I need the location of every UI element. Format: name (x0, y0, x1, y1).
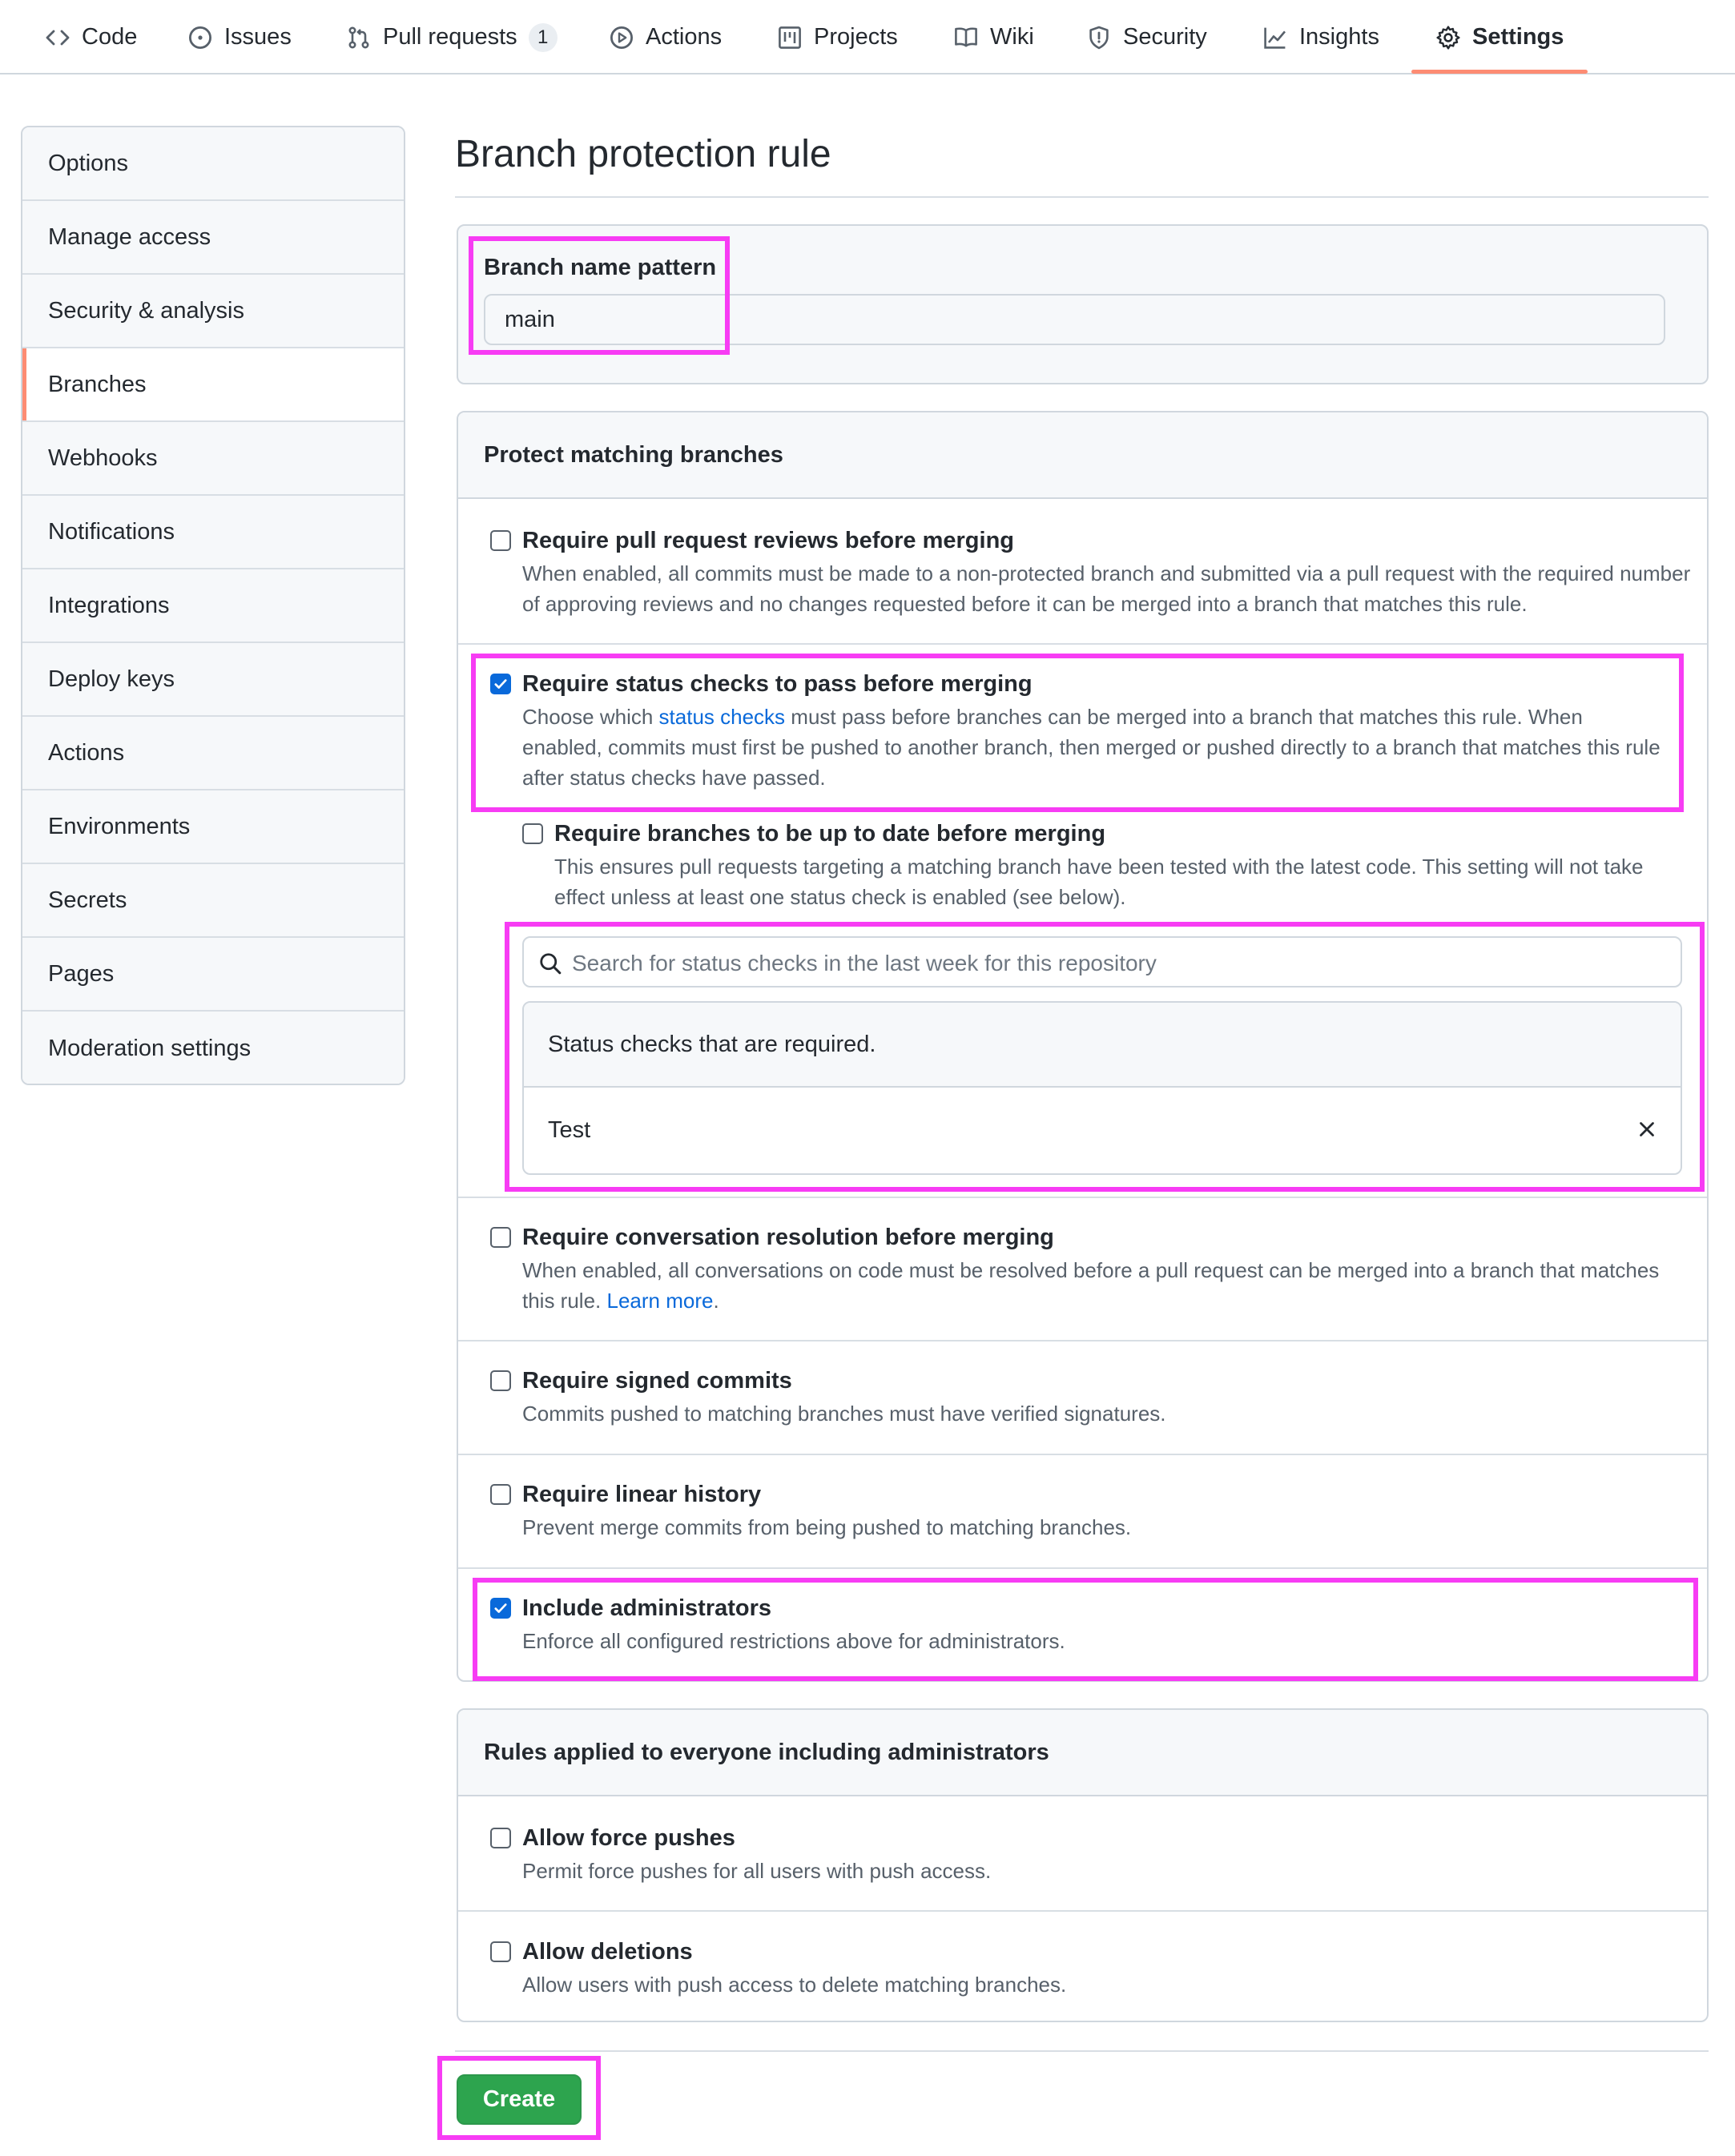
sidebar-item-notifications[interactable] (22, 496, 404, 569)
option-title: Include administrators (522, 1595, 772, 1621)
pull-request-icon (346, 25, 372, 50)
option-description: Enforce all configured restrictions above for administrators. (522, 1629, 1065, 1653)
sidebar-item-label: Moderation settings (48, 1035, 252, 1061)
graph-icon (1262, 25, 1288, 50)
tab-label: Issues (224, 24, 292, 50)
shield-icon (1086, 25, 1112, 50)
branch-pattern-box (457, 224, 1709, 384)
tab-wiki[interactable] (953, 0, 1034, 74)
sidebar-item-label: Notifications (48, 518, 175, 545)
sidebar-item-actions[interactable] (22, 717, 404, 790)
sidebar-item-label: Security & analysis (48, 297, 244, 324)
option-description: Prevent merge commits from being pushed to matching branches. (522, 1515, 1132, 1539)
sidebar-item-deploy-keys[interactable] (22, 643, 404, 717)
tab-settings[interactable] (1435, 0, 1564, 74)
status-checks-link[interactable]: status checks (658, 705, 786, 729)
tab-security[interactable] (1086, 0, 1207, 74)
sidebar-item-options[interactable] (22, 127, 404, 201)
create-button[interactable]: Create (457, 2074, 582, 2125)
description-text: When enabled, all conversations on code must be resolved before a pull request can be merged into a branch that matches this rule. (522, 1258, 1660, 1313)
option-title: Allow deletions (522, 1939, 693, 1965)
require-signed-commits-checkbox[interactable] (490, 1370, 511, 1391)
require-reviews-checkbox[interactable] (490, 530, 511, 551)
sidebar-item-moderation-settings[interactable] (22, 1012, 404, 1085)
close-icon[interactable] (1637, 1120, 1657, 1139)
include-administrators-checkbox[interactable] (490, 1598, 511, 1619)
tab-label: Pull requests (383, 24, 517, 50)
search-icon (538, 951, 562, 975)
description-text: Choose which (522, 705, 659, 729)
sidebar-item-label: Integrations (48, 592, 170, 618)
sidebar-item-manage-access[interactable] (22, 201, 404, 275)
sidebar-item-environments[interactable] (22, 790, 404, 864)
divider (458, 1567, 1707, 1569)
sidebar-item-security-analysis[interactable] (22, 275, 404, 348)
tab-label: Code (82, 24, 138, 50)
allow-deletions-checkbox[interactable] (490, 1941, 511, 1962)
divider (458, 1340, 1707, 1341)
sidebar-item-branches[interactable] (22, 348, 404, 422)
require-up-to-date-checkbox[interactable] (522, 823, 543, 844)
tab-pull-requests[interactable] (346, 0, 558, 74)
option-description: This ensures pull requests targeting a matching branch have been tested with the latest code. This setting will not take effect unless at least one status check is enabled (see below). (554, 855, 1644, 909)
required-checks-header: Status checks that are required. (524, 1003, 1681, 1088)
protect-branches-box (457, 411, 1709, 1682)
tab-label: Projects (814, 24, 898, 50)
tab-label: Settings (1472, 24, 1564, 50)
gear-icon (1435, 25, 1461, 50)
sidebar-item-label: Secrets (48, 887, 127, 913)
option-title: Require pull request reviews before merging (522, 528, 1014, 553)
description-text: must pass before branches can be merged into a branch that matches this rule. When enabled, commits must first be pushed to another branch, then merged or pushed directly to a branch that matches this rule after status checks have passed. (522, 705, 1661, 790)
active-tab-underline (1411, 70, 1588, 74)
sidebar-item-label: Pages (48, 960, 115, 987)
allow-force-pushes-checkbox[interactable] (490, 1828, 511, 1848)
option-title: Require linear history (522, 1482, 762, 1507)
sidebar-item-label: Actions (48, 739, 125, 766)
play-icon (609, 25, 634, 50)
option-title: Require status checks to pass before merging (522, 671, 1033, 697)
option-title: Require branches to be up to date before merging (554, 821, 1106, 847)
book-icon (953, 25, 979, 50)
sidebar-item-secrets[interactable] (22, 864, 404, 938)
repo-nav (0, 0, 1735, 74)
require-linear-history-checkbox[interactable] (490, 1484, 511, 1505)
tab-label: Wiki (990, 24, 1034, 50)
tab-label: Security (1123, 24, 1207, 50)
search-placeholder: Search for status checks in the last week for this repository (572, 951, 1157, 975)
everyone-rules-header: Rules applied to everyone including administrators (458, 1710, 1707, 1796)
sidebar-item-label: Deploy keys (48, 666, 175, 692)
everyone-rules-box (457, 1708, 1709, 2022)
pull-request-count-badge: 1 (529, 23, 558, 52)
divider (458, 1454, 1707, 1455)
divider (458, 1197, 1707, 1198)
sidebar-item-label: Webhooks (48, 444, 158, 471)
divider (458, 1910, 1707, 1912)
tab-actions[interactable] (609, 0, 722, 74)
protect-branches-header: Protect matching branches (458, 412, 1707, 499)
tab-label: Insights (1299, 24, 1379, 50)
page-title: Branch protection rule (455, 133, 831, 175)
tab-projects[interactable] (777, 0, 898, 74)
tab-label: Actions (646, 24, 723, 50)
tab-code[interactable] (45, 0, 137, 74)
required-checks-list (522, 1001, 1682, 1175)
issue-icon (187, 25, 213, 50)
checkmark-icon (493, 677, 508, 691)
divider (458, 643, 1707, 645)
sidebar-item-webhooks[interactable] (22, 422, 404, 496)
option-description: Commits pushed to matching branches must have verified signatures. (522, 1402, 1166, 1426)
tab-insights[interactable] (1262, 0, 1379, 74)
divider (455, 196, 1709, 198)
project-icon (777, 25, 803, 50)
option-title: Allow force pushes (522, 1825, 735, 1851)
code-icon (45, 25, 70, 50)
sidebar-item-label: Manage access (48, 223, 211, 250)
settings-sidebar (21, 126, 405, 1085)
option-description (522, 702, 1668, 793)
sidebar-item-label: Branches (48, 371, 147, 397)
option-description: Allow users with push access to delete matching branches. (522, 1973, 1067, 1997)
option-description: When enabled, all commits must be made to a non-protected branch and submitted via a pull request with the required number of approving reviews and no changes requested before it can be merged into a branch that matches this rule. (522, 561, 1691, 616)
learn-more-link[interactable]: Learn more (606, 1289, 714, 1313)
status-check-name: Test (548, 1117, 591, 1143)
status-check-search[interactable] (522, 936, 1682, 987)
checkmark-icon (493, 1601, 508, 1615)
option-title: Require signed commits (522, 1368, 792, 1394)
require-conversation-resolution-checkbox[interactable] (490, 1227, 511, 1248)
sidebar-item-label: Options (48, 150, 128, 176)
require-status-checks-checkbox[interactable] (490, 674, 511, 694)
option-description: When enabled, all conversations on code must be resolved before a pull request can be merged into a branch that matches this rule. Learn more. (522, 1258, 1660, 1313)
branch-pattern-label: Branch name pattern (484, 255, 717, 280)
divider (455, 2050, 1709, 2052)
option-title: Require conversation resolution before merging (522, 1225, 1054, 1250)
sidebar-item-pages[interactable] (22, 938, 404, 1012)
list-item (524, 1088, 1681, 1173)
sidebar-item-label: Environments (48, 813, 191, 839)
option-description: Permit force pushes for all users with push access. (522, 1859, 992, 1883)
branch-pattern-input[interactable] (484, 294, 1665, 345)
sidebar-item-integrations[interactable] (22, 569, 404, 643)
tab-issues[interactable] (187, 0, 292, 74)
